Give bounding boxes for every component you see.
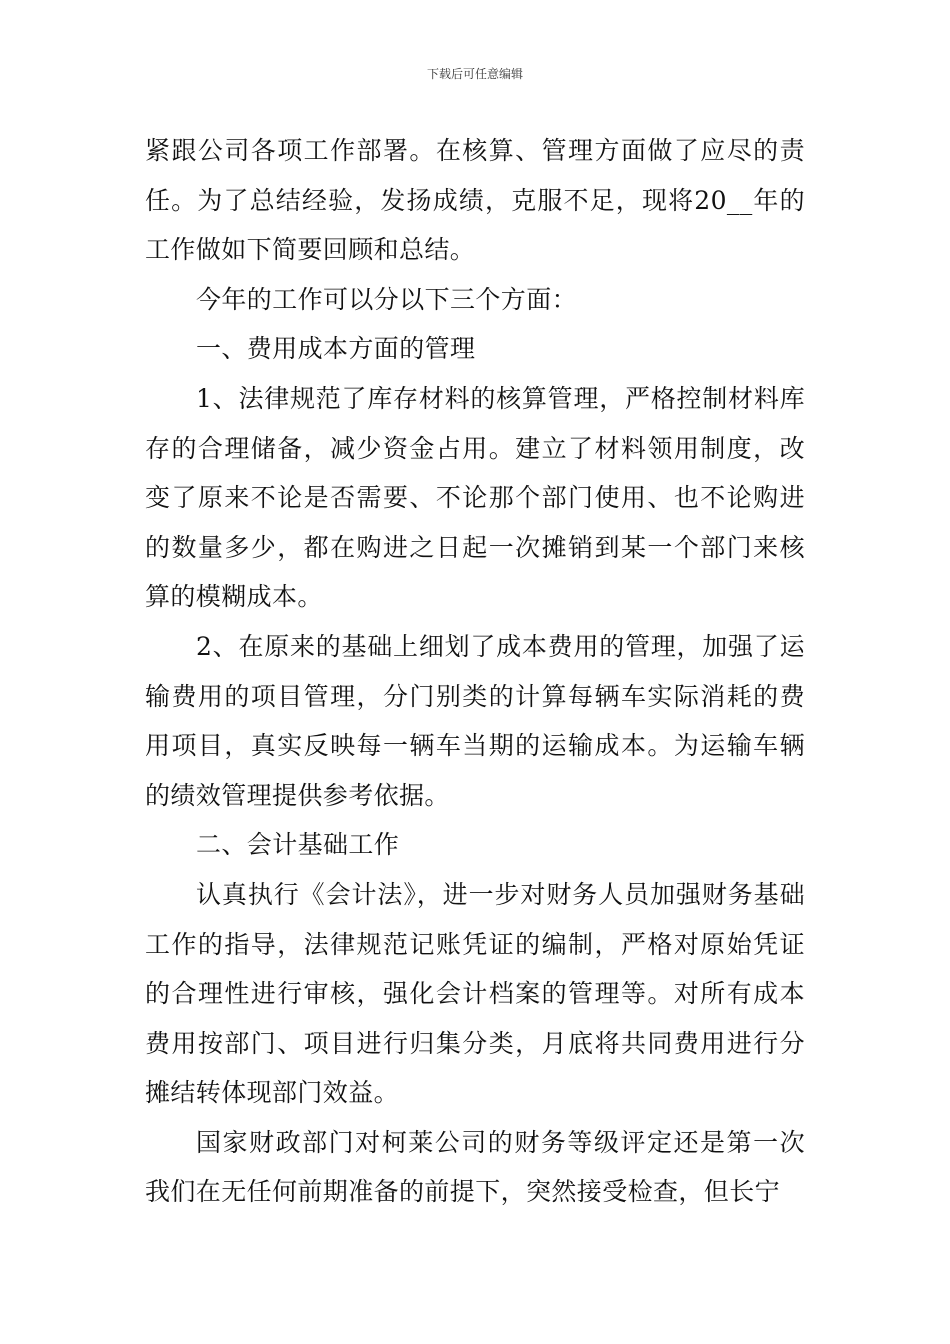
section-heading-accounting-basics: 二、会计基础工作 bbox=[196, 830, 400, 860]
section-heading-cost-management: 一、费用成本方面的管理 bbox=[196, 334, 476, 364]
paragraph-continuation: 紧跟公司各项工作部署。在核算、管理方面做了应尽的责任。为了总结经验，发扬成绩，克服不足，现将20__年的工作做如下简要回顾和总结。 bbox=[145, 136, 805, 265]
page-header: 下载后可任意编辑 bbox=[426, 67, 523, 81]
document-body bbox=[145, 126, 805, 1217]
paragraph-item-1: 1、法律规范了库存材料的核算管理，严格控制材料库存的合理储备，减少资金占用。建立了材料领用制度，改变了原来不论是否需要、不论那个部门使用、也不论购进的数量多少，都在购进之日起一次摊销到某一个部门来核算的模糊成本。 bbox=[145, 383, 805, 612]
paragraph-item-2: 2、在原来的基础上细划了成本费用的管理，加强了运输费用的项目管理，分门别类的计算每辆车实际消耗的费用项目，真实反映每一辆车当期的运输成本。为运输车辆的绩效管理提供参考依据。 bbox=[145, 631, 805, 810]
paragraph-accounting-law: 认真执行《会计法》，进一步对财务人员加强财务基础工作的指导，法律规范记账凭证的编制，严格对原始凭证的合理性进行审核，强化会计档案的管理等。对所有成本费用按部门、项目进行归集分类，月底将共同费用进行分摊结转体现部门效益。 bbox=[145, 879, 805, 1108]
paragraph-financial-evaluation: 国家财政部门对柯莱公司的财务等级评定还是第一次我们在无任何前期准备的前提下，突然接受检查，但长宁 bbox=[145, 1127, 805, 1207]
paragraph-intro: 今年的工作可以分以下三个方面： bbox=[196, 284, 578, 314]
